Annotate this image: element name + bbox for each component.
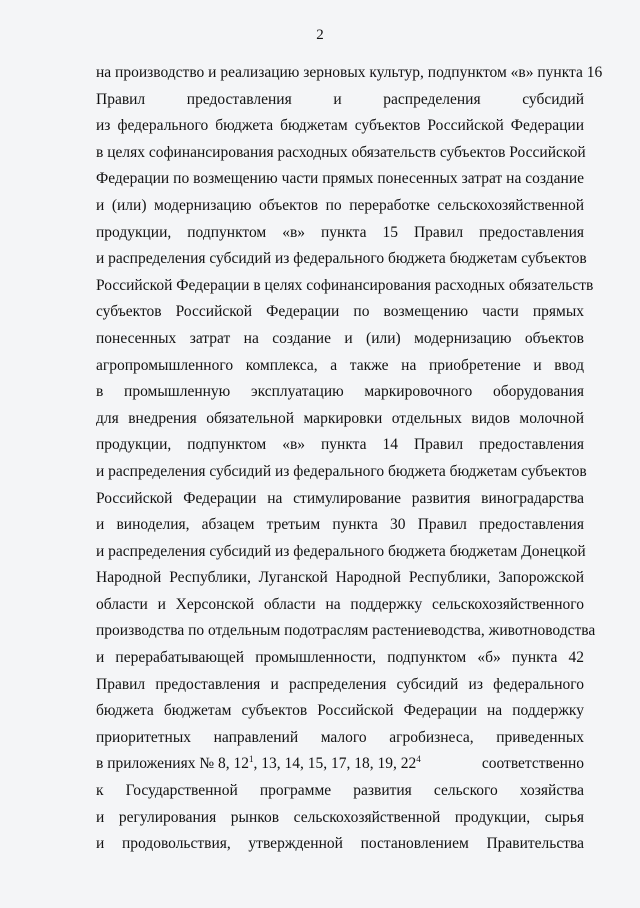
text-line: и распределения субсидий из федерального бюджета бюджетам Донецкой xyxy=(96,542,586,560)
text-line: продукции, подпунктом «в» пункта 14 Правил предоставления xyxy=(96,436,584,454)
text-line: в целях софинансирования расходных обязательств субъектов Российской xyxy=(96,143,586,161)
text-line: Федерации по возмещению части прямых понесенных затрат на создание xyxy=(96,170,584,188)
text-line: и распределения субсидий из федерального бюджета бюджетам субъектов xyxy=(96,462,587,480)
text-line: бюджета бюджетам субъектов Российской Федерации на поддержку xyxy=(96,702,584,720)
text-line: понесенных затрат на создание и (или) модернизацию объектов xyxy=(96,329,584,347)
text-line: приоритетных направлений малого агробизнеса, приведенных xyxy=(96,728,584,746)
text-line: на производство и реализацию зерновых культур, подпунктом «в» пункта 16 xyxy=(96,64,603,81)
text-line: и перерабатывающей промышленности, подпунктом «б» пункта 42 xyxy=(96,649,584,667)
text-line: и (или) модернизацию объектов по переработке сельскохозяйственной xyxy=(96,196,584,214)
text-line: Правил предоставления и распределения субсидий из федерального xyxy=(96,675,584,693)
superscript: 4 xyxy=(416,754,421,765)
text-line: Российской Федерации на стимулирование развития виноградарства xyxy=(96,489,584,507)
text-fragment xyxy=(96,751,421,778)
text-line-with-superscripts xyxy=(96,751,584,778)
text-line: и регулирования рынков сельскохозяйственной продукции, сырья xyxy=(96,808,584,826)
text-line: к Государственной программе развития сельского хозяйства xyxy=(96,782,584,800)
text-line: Правил предоставления и распределения субсидий xyxy=(96,90,584,108)
text-line: в промышленную эксплуатацию маркировочного оборудования xyxy=(96,383,584,401)
text-line: продукции, подпунктом «в» пункта 15 Правил предоставления xyxy=(96,223,584,241)
body-text xyxy=(96,60,603,858)
text-line: и продовольствия, утвержденной постановлением Правительства xyxy=(96,835,584,853)
text-line: области и Херсонской области на поддержку сельскохозяйственного xyxy=(96,595,584,613)
superscript: 1 xyxy=(249,754,254,765)
text-fragment: соответственно xyxy=(481,755,584,773)
text-line: и распределения субсидий из федерального бюджета бюджетам субъектов xyxy=(96,250,587,268)
text-line: агропромышленного комплекса, а также на приобретение и ввод xyxy=(96,356,584,374)
text-line: производства по отдельным подотраслям растениеводства, животноводства xyxy=(96,622,596,640)
text-line: Российской Федерации в целях софинансирования расходных обязательств xyxy=(96,276,594,294)
text-line: и виноделия, абзацем третьим пункта 30 Правил предоставления xyxy=(96,516,584,534)
page-number: 2 xyxy=(316,27,324,43)
text-fragment: в приложениях № 8, 12 xyxy=(96,755,250,773)
text-line: для внедрения обязательной маркировки отдельных видов молочной xyxy=(96,409,584,427)
text-line: из федерального бюджета бюджетам субъектов Российской Федерации xyxy=(96,117,584,135)
text-fragment: , 13, 14, 15, 17, 18, 19, 22 xyxy=(253,755,417,773)
text-line: субъектов Российской Федерации по возмещению части прямых xyxy=(96,303,584,321)
text-line: Народной Республики, Луганской Народной Республики, Запорожской xyxy=(96,569,584,587)
